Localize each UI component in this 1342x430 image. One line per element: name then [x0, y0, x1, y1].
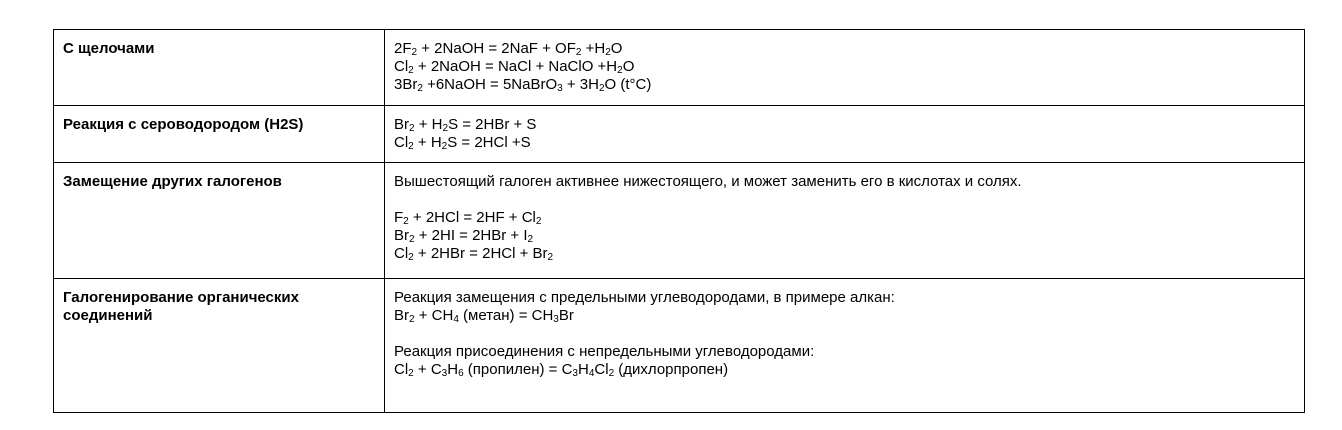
reaction-type-label-line: Галогенирование органических: [63, 289, 299, 306]
equation-line: [394, 289, 1295, 307]
subscript: 4: [588, 368, 595, 379]
equation-line: [394, 209, 1295, 227]
text-run: S = 2HCl +S: [447, 134, 531, 151]
reaction-type-label: Реакция с сероводородом (H2S): [63, 116, 304, 133]
text-run: Cl: [394, 361, 409, 378]
text-run: 3Br: [394, 76, 418, 93]
subscript: 2: [535, 216, 542, 227]
subscript: 2: [409, 123, 415, 134]
subscript: 2: [608, 368, 615, 379]
text-run: + CH: [414, 307, 454, 324]
text-run: + 2HI = 2HBr + I: [414, 227, 528, 244]
subscript: 2: [409, 314, 415, 325]
reaction-type-label: С щелочами: [63, 40, 155, 57]
text-run: + 2HCl = 2HF + Cl: [408, 209, 536, 226]
text-run: + 3H: [562, 76, 599, 93]
subscript: 2: [411, 47, 418, 58]
reaction-equations-cell: [385, 106, 1305, 163]
equation-line: [394, 307, 1295, 325]
subscript: 2: [617, 65, 623, 76]
text-run: H: [577, 361, 589, 378]
subscript: 2: [441, 141, 448, 152]
text-run: + H: [413, 134, 442, 151]
text-run: O (t°C): [604, 76, 652, 93]
table-row: [54, 30, 1305, 106]
equation-line: [394, 134, 1295, 152]
text-run: + H: [414, 116, 443, 133]
equation-line: [394, 173, 1295, 191]
blank-line: [394, 191, 1295, 209]
text-run: Br: [394, 227, 409, 244]
text-run: S = 2HBr + S: [448, 116, 537, 133]
text-run: + 2NaOH = NaCl + NaClO +H: [413, 58, 618, 75]
subscript: 3: [441, 368, 448, 379]
table-row: [54, 163, 1305, 279]
halogen-reactions-table: [53, 29, 1305, 413]
subscript: 2: [417, 83, 423, 94]
reaction-type-cell: [54, 279, 385, 413]
reaction-equations-cell: [385, 163, 1305, 279]
text-run: O: [622, 58, 635, 75]
text-run: +H: [581, 40, 606, 57]
text-run: Cl: [394, 58, 409, 75]
reaction-type-cell: [54, 30, 385, 106]
subscript: 2: [408, 141, 414, 152]
text-run: (пропилен) = C: [463, 361, 573, 378]
reaction-type-label-line: соединений: [63, 307, 153, 324]
reaction-equations-cell: [385, 279, 1305, 413]
text-run: (метан) = CH: [458, 307, 554, 324]
text-run: Реакция замещения с предельными углеводородами, в примере алкан:: [394, 289, 895, 306]
reaction-type-cell: [54, 106, 385, 163]
subscript: 3: [553, 314, 559, 325]
subscript: 2: [408, 252, 414, 263]
subscript: 2: [575, 47, 582, 58]
text-run: Cl: [594, 361, 609, 378]
subscript: 2: [527, 234, 534, 245]
text-run: Cl: [394, 134, 409, 151]
reaction-type-cell: [54, 163, 385, 279]
table-row: [54, 106, 1305, 163]
text-run: H: [447, 361, 459, 378]
reaction-equations-cell: [385, 30, 1305, 106]
subscript: 2: [442, 123, 449, 134]
subscript: 3: [572, 368, 578, 379]
subscript: 2: [408, 368, 414, 379]
text-run: + 2HBr = 2HCl + Br: [413, 245, 548, 262]
equation-line: [394, 40, 1295, 58]
text-run: F: [394, 209, 404, 226]
subscript: 2: [403, 216, 409, 227]
subscript: 6: [458, 368, 464, 379]
equation-line: [394, 343, 1295, 361]
subscript: 2: [598, 83, 605, 94]
text-run: 2F: [394, 40, 412, 57]
text-run: Br: [394, 116, 409, 133]
subscript: 2: [409, 234, 415, 245]
blank-line: [394, 325, 1295, 343]
subscript: 2: [408, 65, 414, 76]
equation-line: [394, 116, 1295, 134]
equation-line: [394, 58, 1295, 76]
text-run: + C: [413, 361, 442, 378]
text-run: O: [610, 40, 623, 57]
equation-line: [394, 227, 1295, 245]
subscript: 4: [453, 314, 459, 325]
text-run: + 2NaOH = 2NaF + OF: [417, 40, 576, 57]
table-row: [54, 279, 1305, 413]
subscript: 2: [605, 47, 611, 58]
text-run: Br: [394, 307, 409, 324]
text-run: Cl: [394, 245, 409, 262]
equation-line: [394, 361, 1295, 379]
reaction-type-label: Замещение других галогенов: [63, 173, 282, 190]
subscript: 3: [557, 83, 563, 94]
equation-line: [394, 76, 1295, 94]
text-run: Реакция присоединения с непредельными углеводородами:: [394, 343, 815, 360]
text-run: +6NaOH = 5NaBrO: [422, 76, 558, 93]
text-run: (дихлорпропен): [614, 361, 729, 378]
equation-line: [394, 245, 1295, 263]
text-run: Br: [558, 307, 574, 324]
subscript: 2: [547, 252, 554, 263]
text-run: Вышестоящий галоген активнее нижестоящего, и может заменить его в кислотах и солях.: [394, 173, 1022, 190]
